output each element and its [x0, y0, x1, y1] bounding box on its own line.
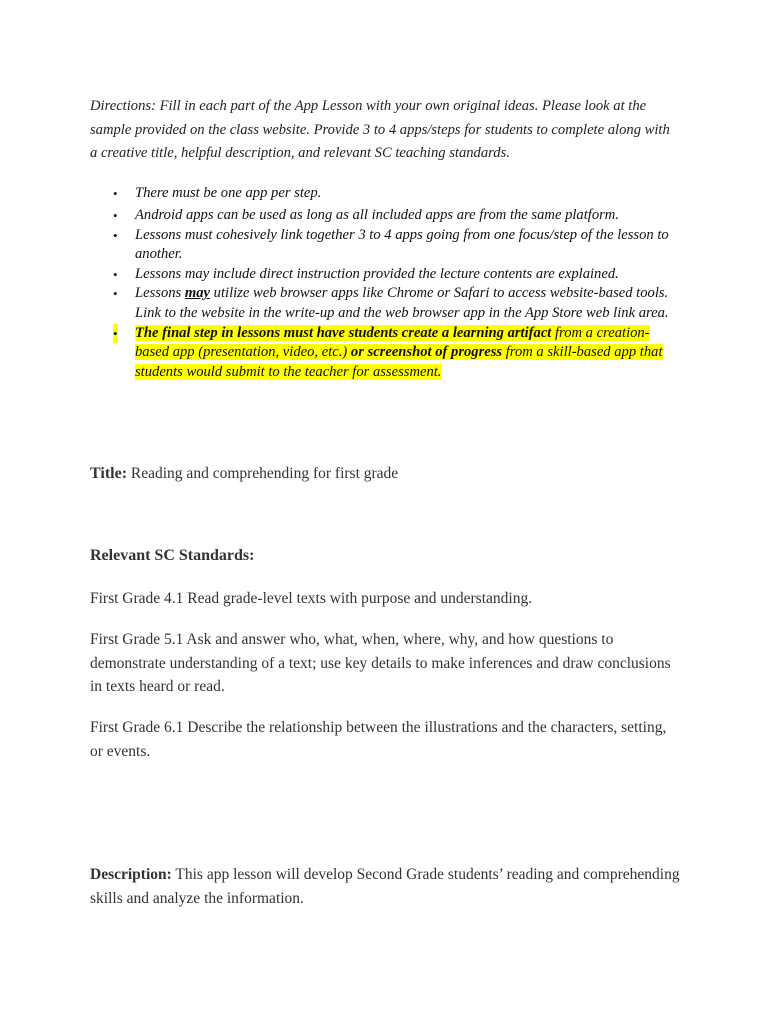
description-value: This app lesson will develop Second Grade students’ reading and comprehending skills and analyze the information. [90, 866, 680, 907]
rule-text: Lessons must cohesively link together 3 to 4 apps going from one focus/step of the lesson to another. [135, 226, 669, 263]
list-item [90, 265, 680, 285]
list-item [90, 206, 680, 226]
lesson-description [90, 863, 680, 910]
rule-text [135, 285, 669, 321]
emphasis-artifact: The final step in lessons must have students create a learning artifact [135, 324, 552, 341]
list-item [90, 226, 680, 265]
rule-text: Android apps can be used as long as all included apps are from the same platform. [135, 207, 619, 224]
bullet-icon: • [113, 227, 118, 243]
bullet-icon: • [113, 185, 118, 201]
rule-text [135, 325, 663, 380]
rule-text: Lessons may include direct instruction provided the lecture contents are explained. [135, 265, 619, 282]
description-label: Description: [90, 866, 172, 883]
list-item [90, 184, 680, 204]
bullet-icon: • [113, 286, 118, 302]
standard-item: First Grade 4.1 Read grade-level texts with purpose and understanding. [90, 590, 533, 607]
rule-text: There must be one app per step. [135, 184, 322, 201]
standard-item: First Grade 6.1 Describe the relationship between the illustrations and the characters, setting, or events. [90, 719, 667, 760]
title-label: Title: [90, 465, 128, 482]
list-item [90, 284, 680, 323]
rule-text-part: from a creation-based app (presentation, video, etc.) [135, 324, 650, 361]
rule-text-part: Lessons [135, 285, 185, 302]
standard-item: First Grade 5.1 Ask and answer who, what, when, where, why, and how questions to demonstrate understanding of a text; use key details to make inferences and draw conclusions in texts heard or read. [90, 631, 671, 696]
lesson-title [90, 463, 398, 485]
directions-text: Directions: Fill in each part of the App Lesson with your own original ideas. Please look at the sample provided on the class website. Provide 3 to 4 apps/steps for students to complete along with a creative title, helpful description, and relevant SC teaching standards. [90, 98, 670, 161]
emphasis-may: may [184, 285, 211, 302]
bullet-icon: • [113, 266, 118, 282]
standards-heading: Relevant SC Standards: [90, 547, 255, 564]
rule-text-part: from a skill-based app that students would submit to the teacher for assessment. [135, 344, 663, 380]
directions-section [90, 95, 680, 382]
rule-text-part: utilize web browser apps like Chrome or Safari to access website-based tools. Link to the website in the write-up and the web browser app in the App Store web link area. [135, 285, 669, 322]
rules-list [90, 184, 680, 383]
bullet-icon: • [113, 324, 118, 344]
bullet-icon: • [113, 208, 118, 224]
emphasis-screenshot: or screenshot of progress [350, 344, 503, 361]
title-value: Reading and comprehending for first grade [127, 465, 399, 482]
list-item-highlighted [90, 324, 680, 383]
